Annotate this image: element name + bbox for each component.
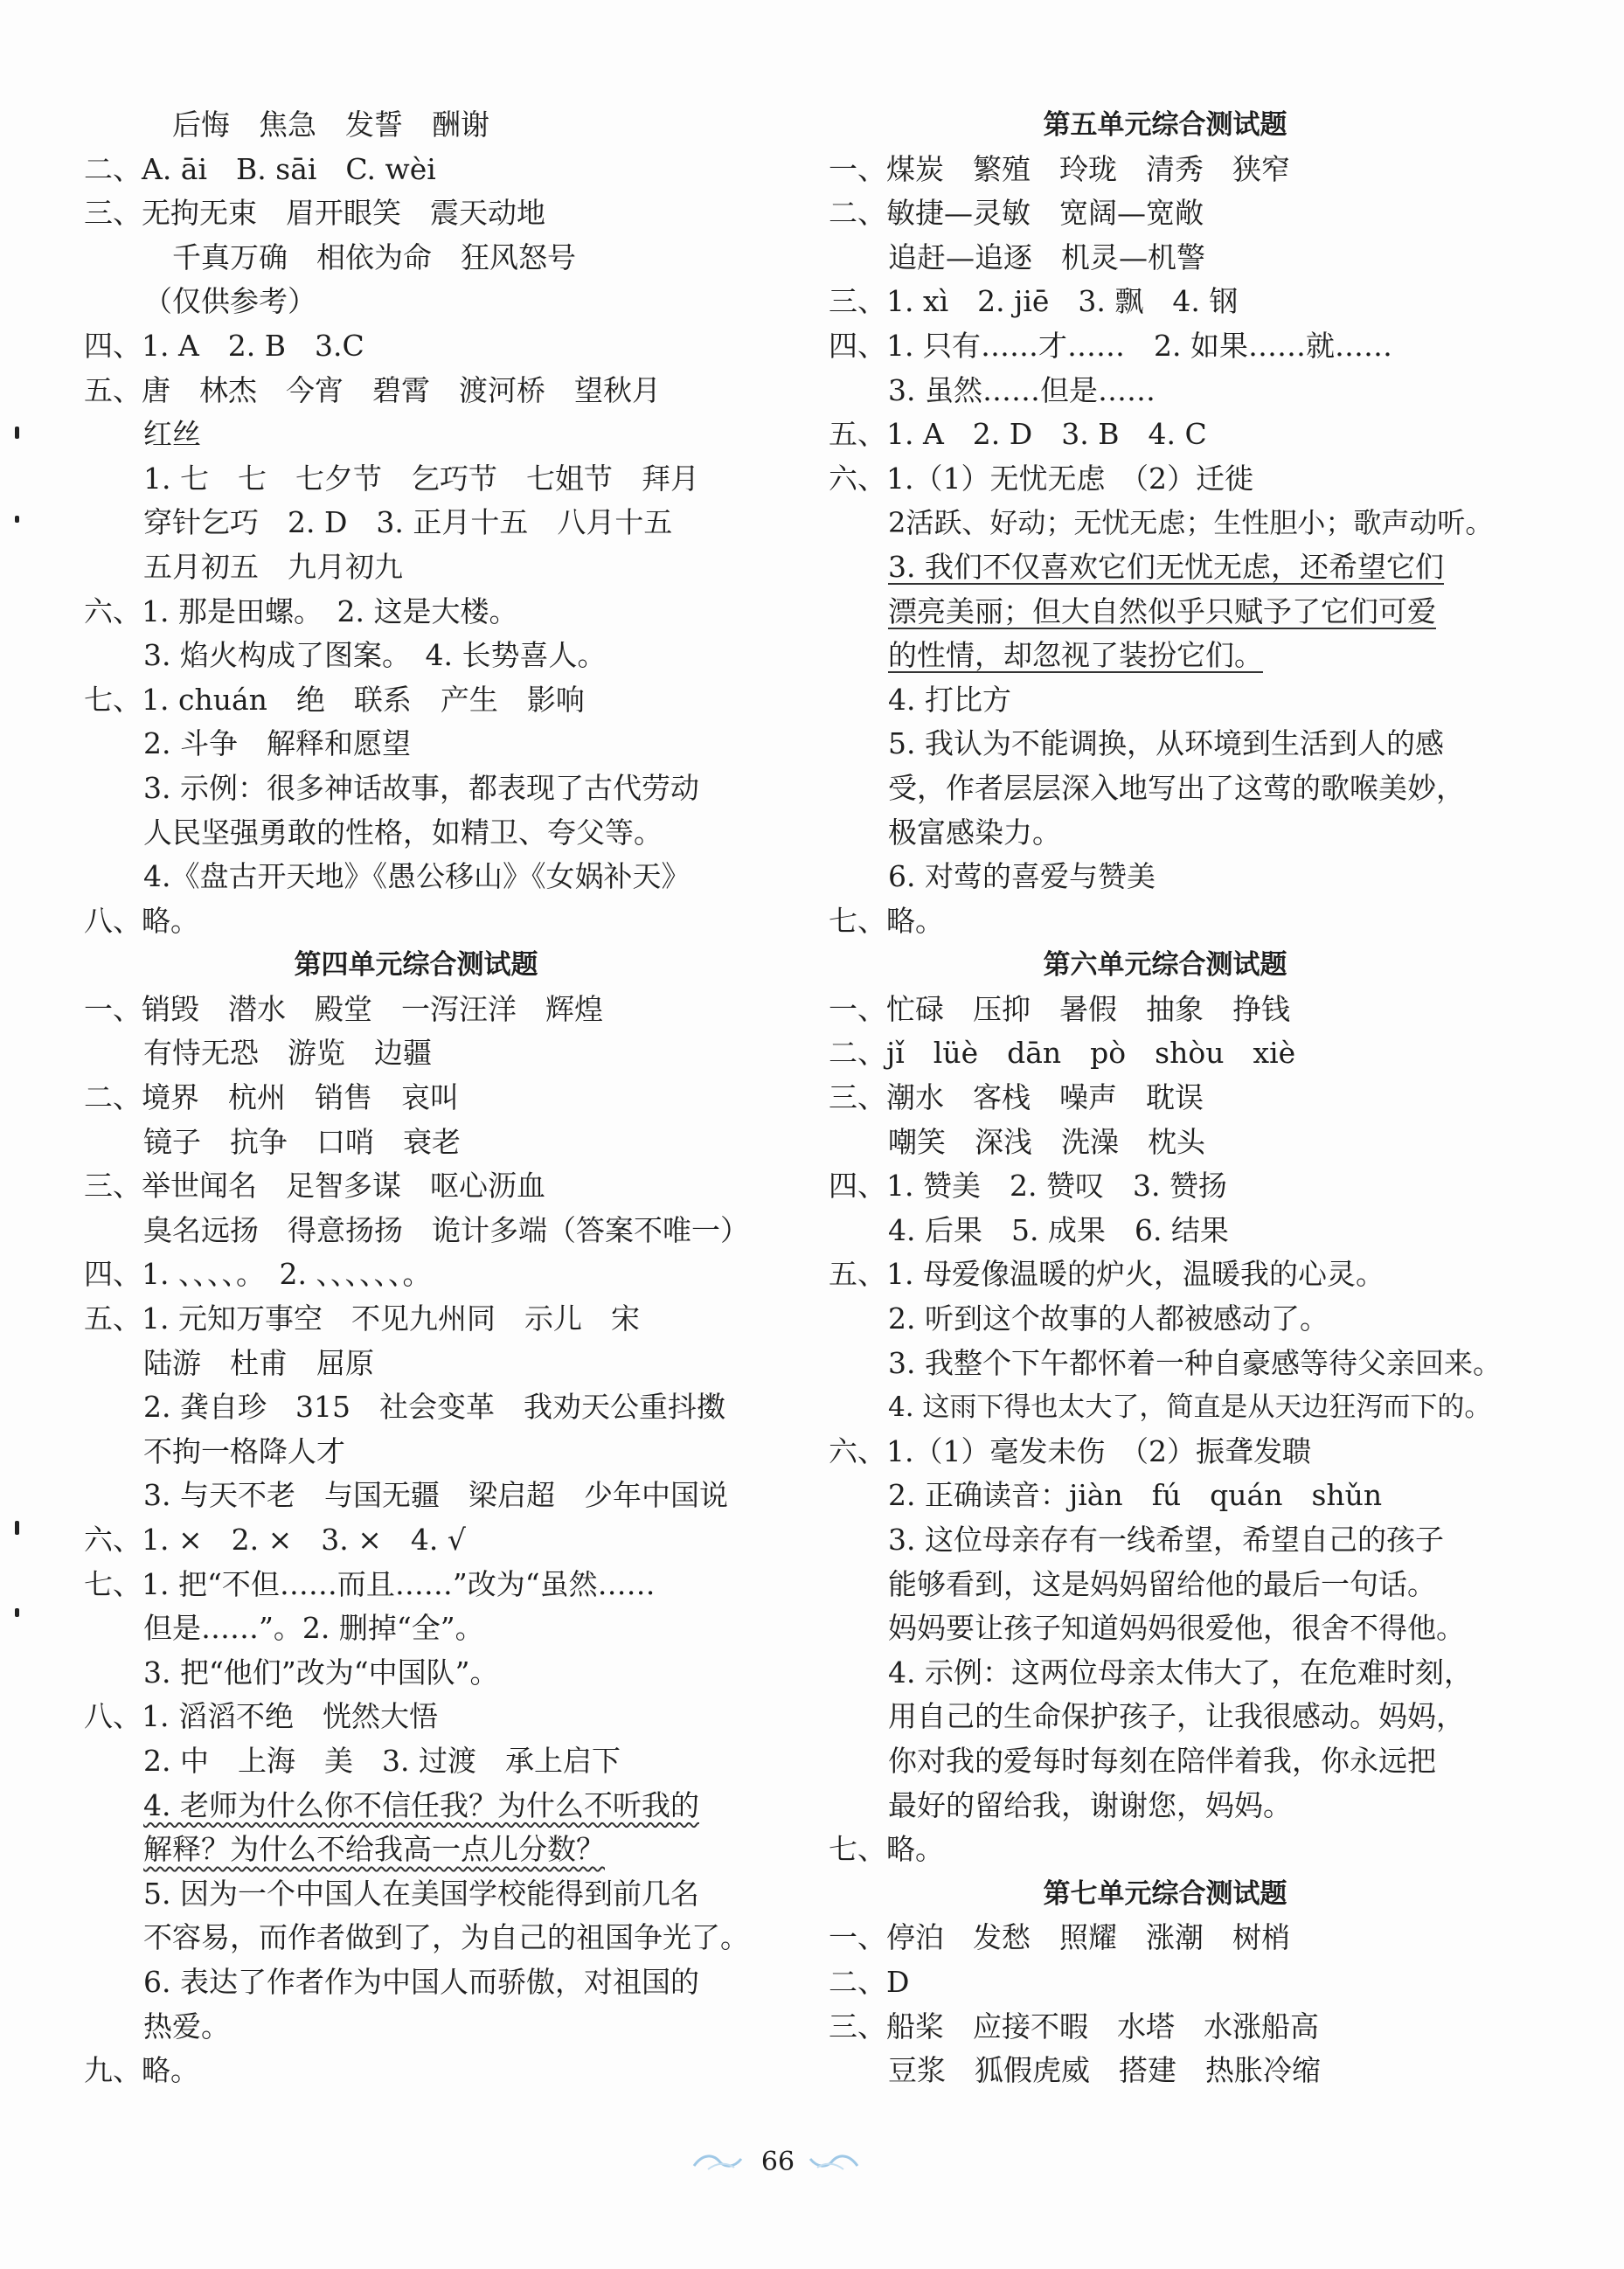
answer-text: 二、A. āi B. sāi C. wèi [84, 151, 436, 186]
answer-text: 六、1. × 2. × 3. × 4. √ [84, 1523, 466, 1557]
answer-text: 5. 我认为不能调换，从环境到生活到人的感 [888, 726, 1444, 761]
answer-line [829, 1960, 1502, 2005]
answer-text: 四、1. 、、、、。 2. 、、、、、、。 [84, 1257, 432, 1292]
answer-line [84, 1828, 748, 1872]
answer-text: 千真万确 相依为命 狂风怒号 [143, 239, 576, 274]
answer-line [84, 1297, 748, 1342]
answer-line [829, 634, 1502, 678]
answer-text: 3. 把“他们”改为“中国队”。 [143, 1655, 499, 1690]
answer-line [829, 678, 1502, 723]
answer-text: 2. 听到这个故事的人都被感动了。 [888, 1301, 1329, 1336]
answer-line [829, 191, 1502, 236]
answer-text: 4. 老师为什么你不信任我？为什么不听我的 [143, 1787, 699, 1822]
answer-text: 三、无拘无束 眉开眼笑 震天动地 [84, 196, 545, 231]
answer-text: 第七单元综合测试题 [1043, 1877, 1287, 1910]
answer-text: 二、敏捷—灵敏 宽阔—宽敞 [829, 196, 1204, 231]
answer-text: 5. 因为一个中国人在美国学校能得到前几名 [143, 1876, 699, 1911]
answer-text: 热爱。 [143, 2009, 230, 2043]
answer-line [829, 1563, 1502, 1607]
answer-line [84, 191, 748, 236]
answer-text: 四、1. 只有……才…… 2. 如果……就…… [829, 328, 1392, 363]
answer-line [84, 1872, 748, 1917]
answer-line [84, 1606, 748, 1651]
answer-text: 第五单元综合测试题 [1043, 109, 1287, 141]
answer-text: 用自己的生命保护孩子，让我很感动。妈妈， [888, 1699, 1465, 1734]
answer-line [84, 1121, 748, 1165]
answer-text: 七、略。 [829, 1832, 944, 1867]
answer-line [84, 767, 748, 811]
answer-line [829, 1252, 1502, 1297]
answer-line [829, 1474, 1502, 1518]
answer-line [829, 1916, 1502, 1960]
answer-line [829, 2049, 1502, 2093]
answer-line [84, 1695, 748, 1739]
answer-text: 3. 焰火构成了图案。 4. 长势喜人。 [143, 638, 607, 673]
answer-line [829, 1342, 1502, 1386]
answer-text: 妈妈要让孩子知道妈妈很爱他，很舍不得他。 [888, 1611, 1465, 1646]
answer-line [84, 722, 748, 767]
answer-line [84, 545, 748, 590]
answer-line [84, 855, 748, 899]
answer-text: 4. 后果 5. 成果 6. 结果 [888, 1212, 1229, 1247]
answer-text: 三、举世闻名 足智多谋 呕心沥血 [84, 1169, 545, 1204]
answer-text: 3. 虽然……但是…… [888, 372, 1156, 407]
answer-text: 人民坚强勇敢的性格，如精卫、夸父等。 [143, 815, 663, 850]
answer-text: 八、略。 [84, 903, 199, 938]
answer-line [84, 1342, 748, 1386]
answer-line [829, 855, 1502, 899]
answer-text: 后悔 焦急 发誓 酬谢 [143, 108, 489, 142]
answer-text: 但是……”。2. 删掉“全”。 [143, 1611, 484, 1646]
section-heading [829, 1872, 1502, 1917]
answer-line [84, 1430, 748, 1475]
answer-text: 2. 正确读音：jiàn fú quán shǔn [888, 1478, 1383, 1513]
answer-line [84, 280, 748, 324]
answer-line [829, 1121, 1502, 1165]
margin-mark [15, 427, 19, 439]
answer-text: 3. 我整个下午都怀着一种自豪感等待父亲回来。 [888, 1345, 1502, 1380]
answer-text: 3. 这位母亲存有一线希望，希望自己的孩子 [888, 1523, 1444, 1557]
answer-text: 4. 示例：这两位母亲太伟大了，在危难时刻， [888, 1655, 1473, 1690]
page-number: 66 [760, 2147, 795, 2177]
answer-text: （仅供参考） [143, 284, 316, 319]
answer-text: 五、1. A 2. D 3. B 4. C [829, 417, 1207, 452]
answer-line [84, 1563, 748, 1607]
answer-line [84, 148, 748, 192]
answer-text: 一、忙碌 压抑 暑假 抽象 挣钱 [829, 991, 1290, 1026]
answer-text: 七、略。 [829, 903, 944, 938]
answer-text: 八、1. 滔滔不绝 恍然大悟 [84, 1699, 438, 1734]
answer-text: 六、1. 那是田螺。 2. 这是大楼。 [84, 593, 518, 628]
answer-line [829, 324, 1502, 369]
answer-text: 五、1. 母爱像温暖的炉火，温暖我的心灵。 [829, 1257, 1385, 1292]
answer-text: 的性情，却忽视了装扮它们。 [888, 638, 1263, 673]
answer-line [84, 678, 748, 723]
answer-line [829, 1784, 1502, 1828]
answer-text: 2. 龚自珍 315 社会变革 我劝天公重抖擞 [143, 1390, 725, 1425]
answer-text: 四、1. 赞美 2. 赞叹 3. 赞扬 [829, 1169, 1227, 1204]
answer-text: 第六单元综合测试题 [1043, 949, 1287, 982]
answer-line [829, 1297, 1502, 1342]
answer-line [84, 2049, 748, 2093]
answer-line [84, 1076, 748, 1121]
answer-text: 五、唐 林杰 今宵 碧霄 渡河桥 望秋月 [84, 372, 661, 407]
answer-text: 解释？为什么不给我高一点儿分数？ [143, 1832, 605, 1867]
answer-text: 九、略。 [84, 2053, 199, 2088]
answer-text: 3. 我们不仅喜欢它们无忧无虑，还希望它们 [888, 549, 1444, 584]
answer-text: 2活跃、好动；无忧无虑；生性胆小；歌声动听。 [888, 506, 1494, 540]
answer-line [829, 988, 1502, 1032]
answer-text: 一、停泊 发愁 照耀 涨潮 树梢 [829, 1920, 1290, 1955]
answer-line [829, 1606, 1502, 1651]
answer-line [829, 590, 1502, 635]
answer-line [84, 988, 748, 1032]
answer-text: 不容易，而作者做到了，为自己的祖国争光了。 [143, 1920, 749, 1955]
answer-line [84, 1739, 748, 1784]
left-column [84, 103, 748, 2093]
answer-text: 一、煤炭 繁殖 玲珑 清秀 狭窄 [829, 151, 1290, 186]
answer-line [84, 1164, 748, 1209]
answer-text: 最好的留给我，谢谢您，妈妈。 [888, 1787, 1292, 1822]
section-heading [829, 103, 1502, 148]
answer-line [829, 1430, 1502, 1475]
answer-line [829, 457, 1502, 502]
answer-text: 豆浆 狐假虎威 搭建 热胀冷缩 [888, 2053, 1321, 2088]
answer-line [84, 590, 748, 635]
answer-text: 6. 对莺的喜爱与赞美 [888, 859, 1156, 894]
answer-line [84, 1031, 748, 1076]
answer-line [829, 148, 1502, 192]
section-heading [829, 943, 1502, 988]
answer-line [829, 767, 1502, 811]
answer-text: 2. 斗争 解释和愿望 [143, 726, 411, 761]
margin-mark [15, 1608, 19, 1617]
answer-line [84, 324, 748, 369]
answer-line [829, 1164, 1502, 1209]
answer-line [829, 413, 1502, 457]
answer-text: 二、D [829, 1964, 910, 1999]
answer-text: 六、1.（1）毫发未伤 （2）振聋发聩 [829, 1433, 1311, 1468]
answer-text: 一、销毁 潜水 殿堂 一泻汪洋 辉煌 [84, 991, 603, 1026]
answer-text: 4. 这雨下得也太大了，简直是从天边狂泻而下的。 [888, 1391, 1492, 1424]
answer-text: 6. 表达了作者作为中国人而骄傲，对祖国的 [143, 1964, 699, 1999]
answer-text: 4. 打比方 [888, 682, 1011, 717]
answer-line [84, 1474, 748, 1518]
answer-line [829, 1385, 1502, 1430]
answer-line [829, 811, 1502, 856]
answer-text: 不拘一格降人才 [143, 1433, 345, 1468]
answer-text: 4.《盘古开天地》《愚公移山》《女娲补天》 [143, 859, 691, 894]
answer-text: 能够看到，这是妈妈留给他的最后一句话。 [888, 1566, 1436, 1601]
answer-text: 红丝 [143, 417, 201, 452]
answer-line [829, 1518, 1502, 1563]
answer-line [829, 722, 1502, 767]
answer-line [829, 1209, 1502, 1253]
answer-text: 二、jǐ lüè dān pò shòu xiè [829, 1036, 1296, 1071]
answer-line [84, 369, 748, 413]
answer-text: 1. 七 七 七夕节 乞巧节 七姐节 拜月 [143, 461, 699, 496]
answer-text: 极富感染力。 [888, 815, 1061, 850]
answer-line [84, 413, 748, 457]
answer-text: 陆游 杜甫 屈原 [143, 1345, 374, 1380]
answer-line [829, 501, 1502, 545]
answer-text: 七、1. chuán 绝 联系 产生 影响 [84, 682, 585, 717]
answer-line [84, 1960, 748, 2005]
answer-text: 3. 与天不老 与国无疆 梁启超 少年中国说 [143, 1478, 728, 1513]
answer-text: 四、1. A 2. B 3.C [84, 328, 364, 363]
answer-text: 3. 示例：很多神话故事，都表现了古代劳动 [143, 770, 699, 805]
section-heading [84, 943, 748, 988]
answer-text: 七、1. 把“不但……而且……”改为“虽然…… [84, 1566, 656, 1601]
answer-line [829, 545, 1502, 590]
answer-text: 五月初五 九月初九 [143, 549, 403, 584]
answer-text: 三、潮水 客栈 噪声 耽误 [829, 1080, 1204, 1115]
answer-line [829, 1076, 1502, 1121]
answer-line [84, 236, 748, 281]
answer-text: 漂亮美丽；但大自然似乎只赋予了它们可爱 [888, 593, 1436, 628]
answer-text: 六、1.（1）无忧无虑 （2）迁徙 [829, 461, 1253, 496]
answer-line [84, 1916, 748, 1960]
answer-line [84, 457, 748, 502]
page-footer [0, 2136, 1624, 2189]
answer-line [829, 1739, 1502, 1784]
margin-mark [15, 1521, 19, 1535]
answer-text: 二、境界 杭州 销售 哀叫 [84, 1080, 459, 1115]
answer-text: 三、1. xì 2. jiē 3. 飘 4. 钢 [829, 284, 1239, 319]
answer-line [84, 1651, 748, 1696]
margin-mark [15, 516, 19, 523]
answer-text: 五、1. 元知万事空 不见九州同 示儿 宋 [84, 1301, 640, 1336]
answer-line [84, 501, 748, 545]
answer-line [84, 1784, 748, 1828]
answer-line [84, 899, 748, 944]
answer-line [829, 280, 1502, 324]
answer-line [84, 1209, 748, 1253]
answer-text: 三、船桨 应接不暇 水塔 水涨船高 [829, 2009, 1319, 2043]
answer-line [84, 1518, 748, 1563]
answer-line [829, 899, 1502, 944]
answer-text: 镜子 抗争 口哨 衰老 [143, 1124, 461, 1159]
answer-line [84, 2005, 748, 2050]
answer-line [84, 811, 748, 856]
answer-line [829, 1828, 1502, 1872]
answer-text: 第四单元综合测试题 [294, 949, 538, 982]
answer-text: 受，作者层层深入地写出了这莺的歌喉美妙， [888, 770, 1465, 805]
answer-line [84, 103, 748, 148]
answer-text: 2. 中 上海 美 3. 过渡 承上启下 [143, 1743, 621, 1778]
answer-text: 穿针乞巧 2. D 3. 正月十五 八月十五 [143, 505, 673, 540]
answer-text: 追赶—追逐 机灵—机警 [888, 239, 1205, 274]
answer-text: 你对我的爱每时每刻在陪伴着我，你永远把 [888, 1743, 1436, 1778]
answer-text: 有恃无恐 游览 边疆 [143, 1036, 432, 1071]
answer-line [829, 236, 1502, 281]
wave-ornament-icon [800, 2148, 861, 2175]
answer-line [84, 1385, 748, 1430]
answer-line [829, 1651, 1502, 1696]
answer-text: 嘲笑 深浅 洗澡 枕头 [888, 1124, 1205, 1159]
answer-line [84, 1252, 748, 1297]
answer-text: 臭名远扬 得意扬扬 诡计多端（答案不唯一） [143, 1212, 749, 1247]
answer-line [84, 634, 748, 678]
answer-line [829, 369, 1502, 413]
right-column [829, 103, 1502, 2093]
answer-line [829, 1031, 1502, 1076]
answer-line [829, 1695, 1502, 1739]
answer-line [829, 2005, 1502, 2050]
